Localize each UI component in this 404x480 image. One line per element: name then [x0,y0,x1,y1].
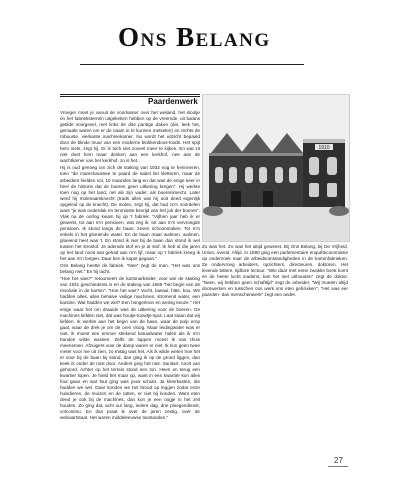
article-left-column [60,110,200,422]
masthead-rule [80,64,304,65]
article-right-column [202,244,348,324]
paragraph: "Hoe het was?" retourneert de kartonarbeider, voor wie de staking van 1931 geschiedenis is en de staking van 1969 "het begin van de revolutie in de karton". "Hoe het was? Vocht, lawaai, hitte, kou. We hadden alles, alles behalve veilige machines, stromend water, een kantine. Wat hadden we wel? Een hongerloon en weinig keuze." Het enige waar het om draaide was de uitkering voor de boeren. De machines liefden niet, dat was houtje-touwtje-spul. Laat staan dat wij liefden. Ik werkte aan het begin van de baan, waar de pulp erop gaat, waar de drek je om de oren vloog. Maar leidingwater was er niet, ik moest een emmer stinkend kanaalwater halen als ik m'n handen wilde wassen. Zelfs de lappen moest ik van thuis meenemen. Afzuigers voor de damp waren er niet. Ik kon geen twee meter voor me uit zien, zo mistig was het. Als ik wilde weten hoe het er voor bij de baan bij stond, dan ging ik op de grond liggen, dan keek ik onder de mist door. Anders ging het niet. Sanitair: nooit van gehoord. Achter op het terrein stond een ton. Heen en terug een kwartier lopen. Je hield het maar op, want in een kwartier kon alles fout gaan en wat fout ging was jouw schuld. Ja kleerkasten, die hadden we wel. Daar konden we het brood op leggen zodat onze huisdieren, de muizen en de ratten, er niet bij konden. Want eten deed je ook bij de machines, dan kon je een oogje in het zeil houden. Zo ging dat, acht uur lang, iedere dag, drie ploegendienst, volcontinu. En dan praat ik over de jaren zestig, over de welvaartstaat. Het waren middeleeuwse toestanden." [60,276,200,421]
masthead-o: O [118,22,141,52]
paragraph: Zo was het. Zo was het altijd geweest. Bij Ons Belang, bij De Vrijheid, Union, overal. Altijd. In 1890 ging een parlementaire enquêtecommissie op onderzoek naar de arbeidsomstandigheden in de kartonfabrieken. Ze ondervroeg arbeiders, opzichters, directeuren, doktoren. Het levende bittere, tijdloze lectuur. "Wie daar met eene zwakke borst komt en de heete lucht inademt, kan het niet uithouden" zegt de doktor. "Neen, wij hebben geen schafttijd" zegt de arbeider, "Wij moeten altijd doorwerken en tusschen ons werk ons eten gebruiken". "Het was eer paarden- dan menschenwerk" zegt een ander. [202,244,348,298]
paragraph: Ons Belang heette de fabriek. "Nee" zegt de man. "Het was ons belang niet." En hij lacht. [60,263,200,275]
factory-photo-illustration [203,95,349,241]
masthead-b: B [176,22,196,52]
masthead-ns: NS [140,30,168,51]
paragraph: Vroeger moet je vanuit de voorkamer over het weiland, het slootje en het fabrieksterrein uitgekeken hebben op de vreemde, uit balans getilde voorgevel, met links de drie puntige daken (die, leek het, gemaakt waren om er de naam in te kunnen metselen) en rechts de robuuste, vierkante machinekamer. Nu wordt het uitzicht bepaald door de blinde muur van een moderne blokkendoos-loods. Het spijt hem niets, zegt hij. Er is toch niet zoveel meer te kijken. En wat zit niet doet hem maar denken aan een kerkhof, nee aan de wachtkamer van het kerkhof, zo is het. [60,110,200,164]
page-number: 27 [334,456,343,465]
masthead [118,22,271,53]
masthead-elang: ELANG [195,30,271,51]
section-title: Paardenwerk [148,97,198,106]
page-number-rule [328,466,348,467]
section-rule-top [60,94,200,95]
building-year-plaque: 1910 [318,145,330,151]
paragraph: Hij is oud genoeg om zich de staking van 1932 nog te herinneren, toen "de marechaussee te paard de sabel liet kletteren, maar de arbeiders hielden vol, 10 maanden lang en dat was de enige keer in heel de historie dat de boeren geen uitkering kregen". Hij werkte toen nog op het land, net als zijn vader, als boerenknecht. Later werd hij molenaarsknecht (trads alles wat hij ooit deed eigenlijk opgeleid op de knecht). De molen, zegt hij, dat had zo'n voordelen want "je was onderdak en tenminste bevrijd van het juk der boeren". Vlak na de oorlog kwam hij op 't fabriek. "Vijftien jaar heb ik er gewerkt, tot aan m'n pensioen, wat zeg ik, tot aan m'n vervroegde pensioen. Ik stond langs de baan, zeven schoonmaken. Tot m'n enkels in het gloeiende water. En de baan maar walmen, walmen, gloeiend heet was 't. En stond ik niet bij de baan dan stond ik wel tussen het strostof. Je ademde stof en je at stof. Ik heb al die jaren op het land nooit wat gehad aan m'n lijf, maar op 't fabriek kreeg ik het aan m'n longen. Daar ben ik kapot gegaan." [60,165,200,262]
factory-photo [202,94,350,242]
